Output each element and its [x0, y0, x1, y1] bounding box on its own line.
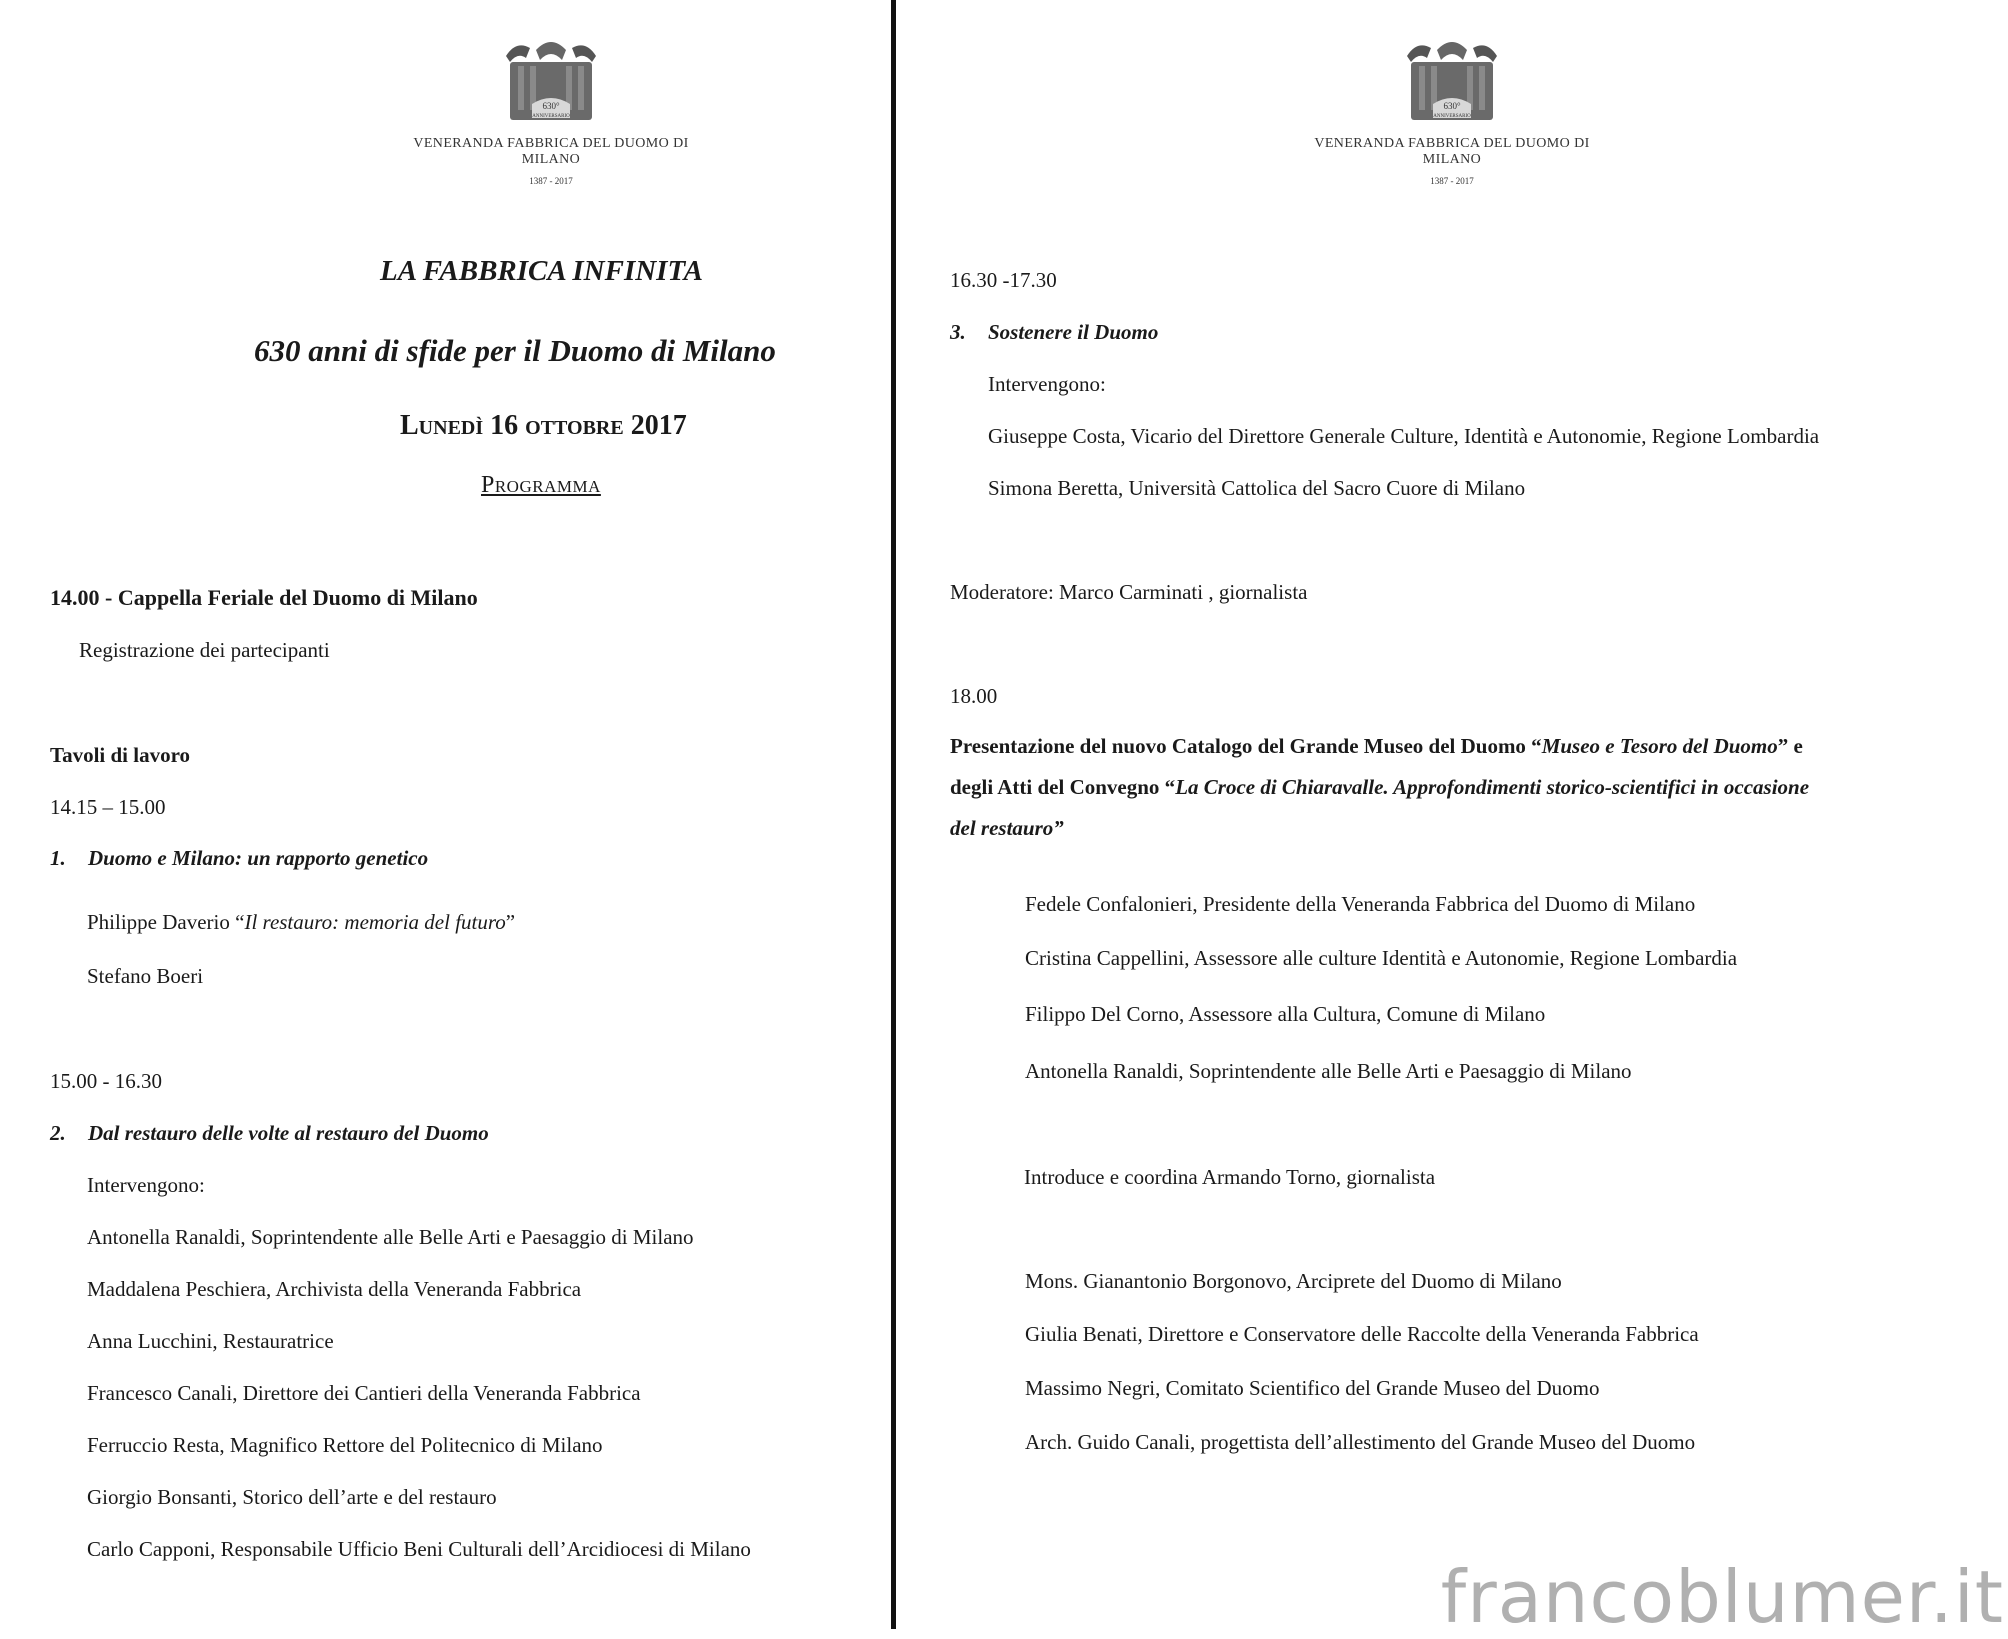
session2-time: 15.00 - 16.30	[50, 1069, 162, 1093]
logo-anniversary: 630°	[542, 101, 560, 111]
watermark: francoblumer.it	[1440, 1555, 2004, 1639]
catalogue-title: Museo e Tesoro del Duomo	[1541, 734, 1778, 758]
list-item: Anna Lucchini, Restauratrice	[87, 1329, 334, 1353]
list-item: Fedele Confalonieri, Presidente della Veneranda Fabbrica del Duomo di Milano	[1025, 892, 1696, 916]
introducer: Introduce e coordina Armando Torno, giornalista	[1024, 1165, 1436, 1189]
list-item: Filippo Del Corno, Assessore alla Cultura, Comune di Milano	[1025, 1002, 1546, 1026]
list-item: Maddalena Peschiera, Archivista della Veneranda Fabbrica	[87, 1277, 582, 1301]
speaker-name: Philippe Daverio “	[87, 910, 245, 934]
list-item: Antonella Ranaldi, Soprintendente alle Belle Arti e Paesaggio di Milano	[87, 1225, 694, 1249]
presentation-text: Presentazione del nuovo Catalogo del Grande Museo del Duomo “	[950, 734, 1542, 758]
opening-time: 14.00 - Cappella Feriale del Duomo di Milano	[50, 585, 478, 610]
institution-name: VENERANDA FABBRICA DEL DUOMO DI MILANO	[1314, 136, 1590, 167]
institution-name: VENERANDA FABBRICA DEL DUOMO DI MILANO	[413, 136, 689, 167]
date-year: 2017	[630, 410, 687, 441]
event-date	[400, 410, 687, 442]
session1-title-text: Duomo e Milano: un rapporto genetico	[88, 846, 429, 870]
presentation-time: 18.00	[950, 684, 998, 708]
list-item: Mons. Gianantonio Borgonovo, Arciprete del Duomo di Milano	[1025, 1269, 1562, 1293]
session2-number: 2.	[50, 1121, 66, 1145]
list-item: Giorgio Bonsanti, Storico dell’arte e del restauro	[87, 1485, 497, 1509]
session1-speaker1	[87, 910, 515, 935]
list-item: Cristina Cappellini, Assessore alle culture Identità e Autonomie, Regione Lombardia	[1025, 946, 1738, 970]
duomo-logo-icon	[496, 36, 606, 132]
presentation-line2	[950, 775, 1809, 800]
session3-title-text: Sostenere il Duomo	[988, 320, 1159, 344]
presentation-line3: del restauro”	[950, 816, 1064, 840]
list-item: Antonella Ranaldi, Soprintendente alle Belle Arti e Paesaggio di Milano	[1025, 1059, 1632, 1083]
institution-years: 1387 - 2017	[1430, 176, 1474, 186]
session2-title	[50, 1121, 489, 1146]
registration: Registrazione dei partecipanti	[79, 638, 330, 662]
logo-anniversary: 630°	[1443, 101, 1461, 111]
right-logo	[1292, 36, 1612, 186]
program-label: Programma	[481, 472, 601, 498]
quote-close: ”	[505, 910, 516, 934]
session1-speaker2: Stefano Boeri	[87, 964, 204, 988]
list-item: Arch. Guido Canali, progettista dell’allestimento del Grande Museo del Duomo	[1025, 1430, 1696, 1454]
talk-title: Il restauro: memoria del futuro	[244, 910, 506, 934]
tables-heading: Tavoli di lavoro	[50, 743, 191, 767]
presentation-text: degli Atti del Convegno “	[950, 775, 1176, 799]
list-item: Simona Beretta, Università Cattolica del Sacro Cuore di Milano	[988, 476, 1526, 500]
page-divider	[891, 0, 896, 1629]
session1-number: 1.	[50, 846, 66, 870]
list-item: Francesco Canali, Direttore dei Cantieri della Veneranda Fabbrica	[87, 1381, 641, 1405]
event-subtitle: 630 anni di sfide per il Duomo di Milano	[254, 333, 776, 368]
list-item: Giuseppe Costa, Vicario del Direttore Generale Culture, Identità e Autonomie, Regione Lombardia	[988, 424, 1820, 448]
logo-anniversary-label: ANNIVERSARIO	[1433, 114, 1471, 119]
presentation-text: ” e	[1777, 734, 1803, 758]
duomo-logo-icon	[1397, 36, 1507, 132]
session2-title-text: Dal restauro delle volte al restauro del Duomo	[88, 1121, 489, 1145]
list-item: Giulia Benati, Direttore e Conservatore delle Raccolte della Veneranda Fabbrica	[1025, 1322, 1699, 1346]
session3-title	[950, 320, 1158, 345]
date-day: 16	[490, 410, 519, 441]
institution-years: 1387 - 2017	[529, 176, 573, 186]
left-logo	[391, 36, 711, 186]
event-title: LA FABBRICA INFINITA	[380, 255, 703, 287]
date-month: ottobre	[525, 410, 624, 441]
session2-intro: Intervengono:	[87, 1173, 205, 1197]
session3-intro: Intervengono:	[988, 372, 1106, 396]
list-item: Massimo Negri, Comitato Scientifico del Grande Museo del Duomo	[1025, 1376, 1600, 1400]
session3-time: 16.30 -17.30	[950, 268, 1057, 292]
moderator: Moderatore: Marco Carminati , giornalista	[950, 580, 1308, 604]
session1-title	[50, 846, 428, 871]
logo-anniversary-label: ANNIVERSARIO	[532, 114, 570, 119]
session3-number: 3.	[950, 320, 966, 344]
date-prefix: Lunedì	[400, 410, 484, 441]
list-item: Ferruccio Resta, Magnifico Rettore del Politecnico di Milano	[87, 1433, 603, 1457]
proceedings-title: La Croce di Chiaravalle. Approfondimenti storico-scientifici in occasione	[1175, 775, 1810, 799]
presentation-line1	[950, 734, 1803, 759]
list-item: Carlo Capponi, Responsabile Ufficio Beni Culturali dell’Arcidiocesi di Milano	[87, 1537, 751, 1561]
session1-time: 14.15 – 15.00	[50, 795, 166, 819]
